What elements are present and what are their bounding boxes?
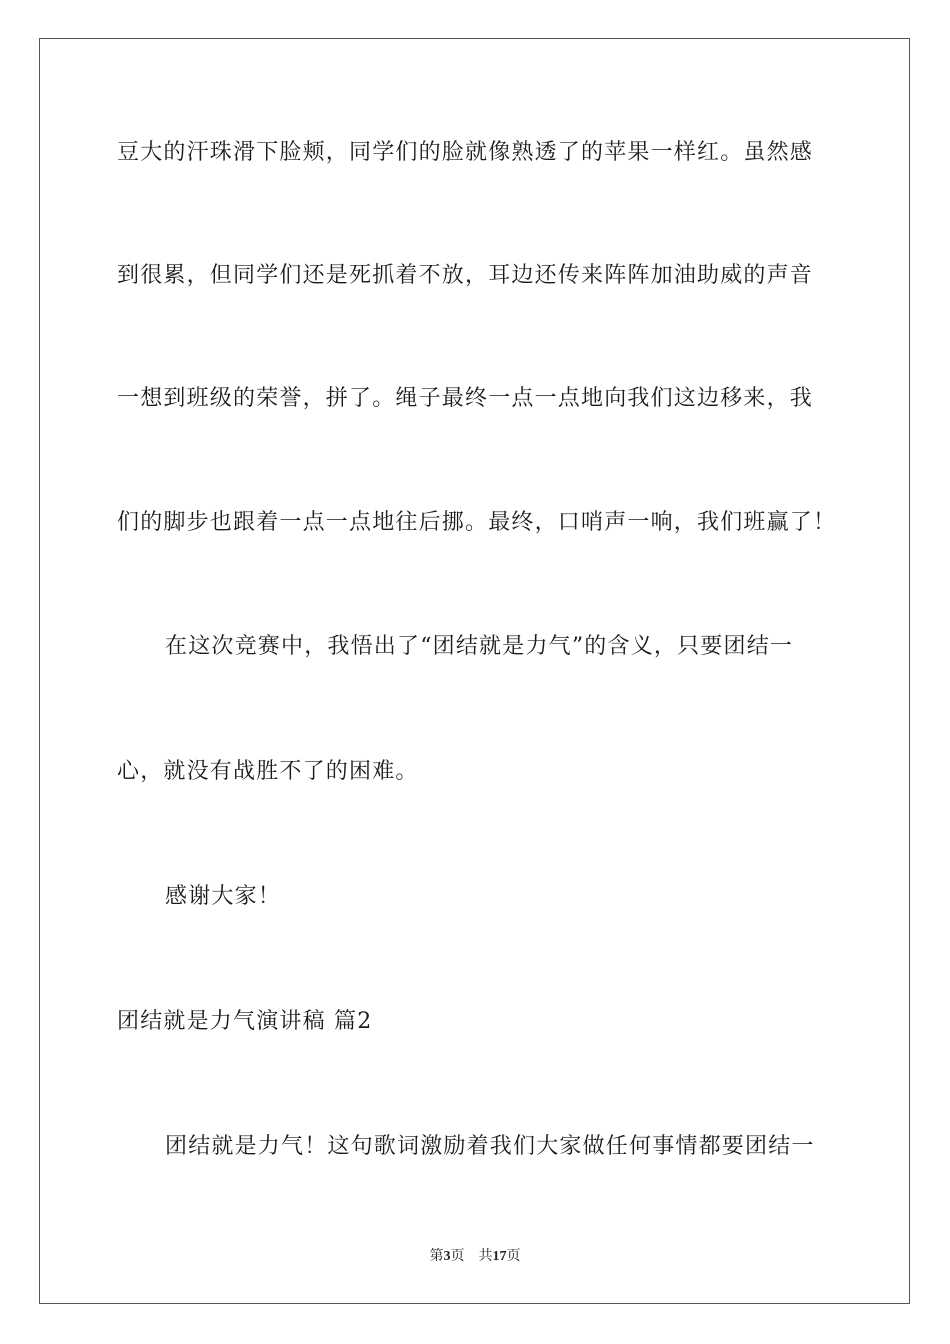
footer-total-pages: 17 xyxy=(492,1249,507,1264)
footer-total-suffix: 页 xyxy=(506,1249,521,1264)
page-border xyxy=(39,38,910,1304)
text-line-3: 一想到班级的荣誉，拼了。绳子最终一点一点地向我们这边移来，我 xyxy=(117,386,814,411)
section-first-line: 团结就是力气！这句歌词激励着我们大家做任何事情都要团结一 xyxy=(165,1134,815,1159)
footer-total-prefix: 共 xyxy=(478,1249,493,1264)
footer-page-prefix: 第 xyxy=(429,1249,444,1264)
thanks-line: 感谢大家！ xyxy=(165,884,282,909)
page-footer xyxy=(0,1245,950,1265)
footer-page-number: 3 xyxy=(443,1249,451,1264)
text-line-4: 们的脚步也跟着一点一点地往后挪。最终，口哨声一响，我们班赢了！ xyxy=(117,510,837,535)
text-line-6: 心，就没有战胜不了的困难。 xyxy=(117,759,419,784)
text-line-1: 豆大的汗珠滑下脸颊，同学们的脸就像熟透了的苹果一样红。虽然感 xyxy=(117,140,814,165)
footer-page-suffix: 页 xyxy=(450,1249,465,1264)
section-heading: 团结就是力气演讲稿 篇2 xyxy=(117,1009,373,1034)
text-line-2: 到很累，但同学们还是死抓着不放，耳边还传来阵阵加油助威的声音 xyxy=(117,263,814,288)
paragraph-start-line: 在这次竞赛中，我悟出了“团结就是力气”的含义，只要团结一 xyxy=(165,634,794,659)
